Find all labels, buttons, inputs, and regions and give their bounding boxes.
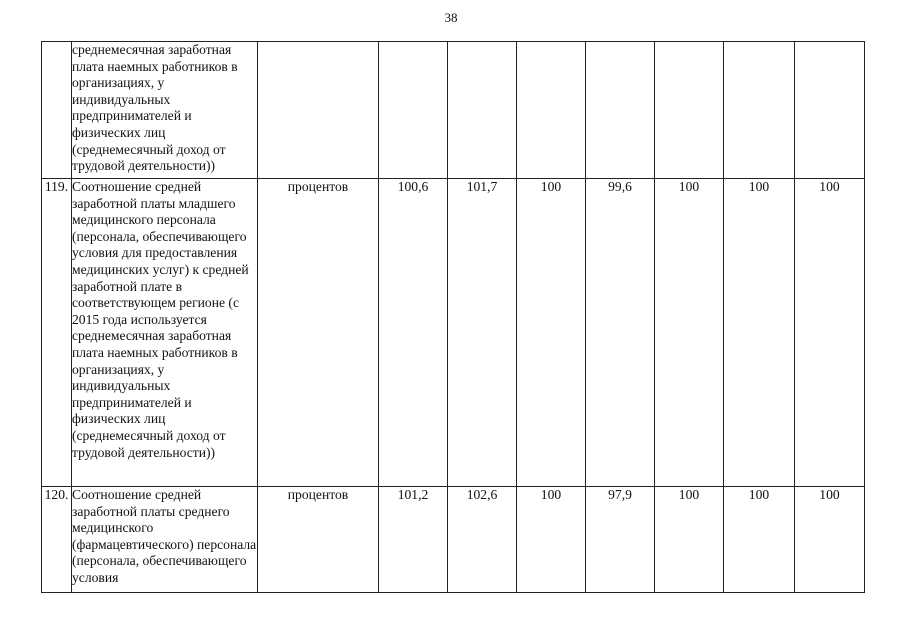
indicator-name: среднемесячная заработная плата наемных работников в организациях, у индивидуальных предпринимателей и физических лиц (среднемесячный доход от трудовой деятельности)) [72, 42, 258, 179]
value-cell: 101,2 [379, 487, 448, 593]
value-cell: 100 [795, 487, 865, 593]
value-cell: 99,6 [586, 179, 655, 487]
value-cell: 100,6 [379, 179, 448, 487]
row-number [42, 42, 72, 179]
indicator-name: Соотношение средней заработной платы среднего медицинского (фармацевтического) персонала (персонала, обеспечивающего условия [72, 487, 258, 593]
value-cell: 100 [655, 179, 724, 487]
value-cell: 102,6 [448, 487, 517, 593]
value-cell [795, 42, 865, 179]
value-cell: 100 [795, 179, 865, 487]
value-cell: 101,7 [448, 179, 517, 487]
indicators-table [41, 41, 865, 593]
page-number: 38 [444, 10, 458, 25]
value-cell [448, 42, 517, 179]
unit-cell: процентов [258, 179, 379, 487]
value-cell: 100 [517, 179, 586, 487]
value-cell [586, 42, 655, 179]
table-row [42, 487, 865, 593]
unit-cell: процентов [258, 487, 379, 593]
unit-cell [258, 42, 379, 179]
value-cell: 100 [724, 487, 795, 593]
table-row [42, 42, 865, 179]
value-cell: 97,9 [586, 487, 655, 593]
value-cell [724, 42, 795, 179]
indicator-name: Соотношение средней заработной платы младшего медицинского персонала (персонала, обеспечивающего условия для предоставления медицинских услуг) к средней заработной плате в соответствующем регионе (с 2015 года используется среднемесячная заработная плата наемных работников в организациях, у индивидуальных предпринимателей и физических лиц (среднемесячный доход от трудовой деятельности)) [72, 179, 258, 487]
value-cell [379, 42, 448, 179]
row-number: 120. [42, 487, 72, 593]
value-cell [655, 42, 724, 179]
row-number: 119. [42, 179, 72, 487]
value-cell: 100 [724, 179, 795, 487]
value-cell [517, 42, 586, 179]
table-row [42, 179, 865, 487]
value-cell: 100 [517, 487, 586, 593]
value-cell: 100 [655, 487, 724, 593]
